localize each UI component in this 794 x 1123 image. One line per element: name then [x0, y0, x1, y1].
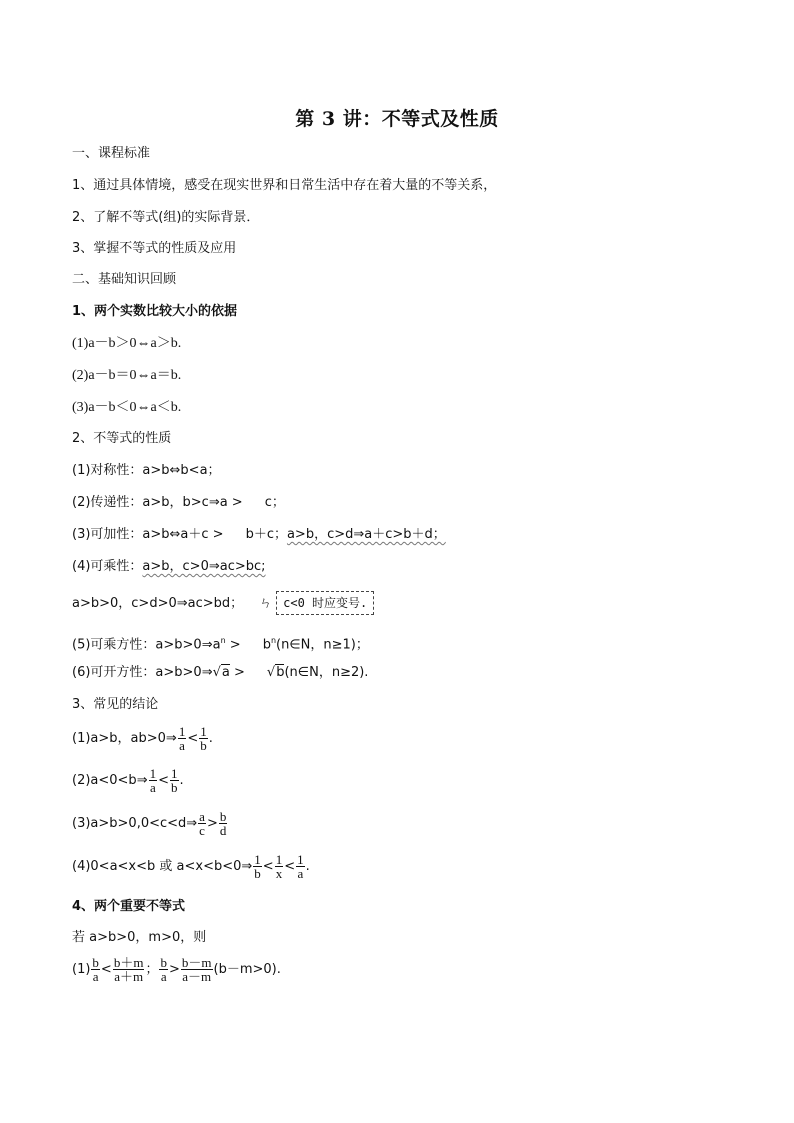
period: . [208, 731, 213, 746]
conclusion-4-premise: (4)0<a<x<b 或 a<x<b<0⇒ [72, 859, 253, 874]
fraction [296, 853, 305, 880]
operator: < [187, 731, 199, 746]
operator: > [168, 962, 180, 977]
multiplicativity-rule-2: a>b>0，c>d>0⇒ac>bd； [72, 596, 244, 611]
period: . [305, 859, 310, 874]
subheading-inequality-properties: 2、不等式的性质 [72, 431, 172, 446]
transitivity-part-2: c； [264, 495, 285, 510]
page-title: 第 3 讲：不等式及性质 [295, 108, 499, 130]
fraction [275, 853, 284, 880]
conclusion-2-premise: (2)a<0<b⇒ [72, 773, 148, 788]
fraction-numerator: b [219, 809, 227, 824]
transitivity-part-1: (2)传递性：a>b，b>c⇒a > [72, 495, 243, 510]
fraction [178, 725, 187, 752]
root-part-1: (6)可开方性：a>b>0⇒ [72, 665, 213, 680]
fraction-denominator: a－m [182, 969, 212, 984]
operator: > [206, 816, 218, 831]
power-exponent-1: n [220, 636, 226, 645]
power-op: > [229, 637, 241, 653]
fraction-numerator: 1 [171, 766, 178, 781]
important-inequality-1 [72, 954, 281, 986]
fraction [219, 810, 228, 837]
fraction-numerator: a [199, 809, 205, 824]
compare-rule-2: (2)a－b＝0⇔a＝b. [72, 368, 182, 383]
property-multiplicativity-2 [72, 591, 374, 615]
fraction-denominator: a [92, 969, 99, 984]
compare-rule-1: (1)a－b＞0⇔a＞b. [72, 336, 182, 351]
fraction-numerator: 1 [254, 852, 261, 867]
fraction-denominator: x [275, 866, 283, 881]
fraction-denominator: b [200, 738, 207, 753]
conclusion-1 [72, 723, 213, 755]
property-additivity [72, 527, 446, 543]
operator: < [262, 859, 274, 874]
fraction-denominator: c [199, 823, 205, 838]
fraction-numerator: 1 [178, 724, 186, 739]
period: . [179, 773, 184, 788]
power-exponent-2: n [270, 636, 277, 645]
fraction-numerator: 1 [297, 852, 304, 867]
fraction [170, 767, 179, 794]
additivity-part-1: (3)可加性：a>b⇔a＋c > [72, 527, 224, 542]
operator: < [284, 859, 296, 874]
fraction-denominator: a＋m [114, 969, 144, 984]
root-op: > [234, 665, 245, 680]
power-part-2: b [262, 637, 271, 653]
handwritten-note-box: c<0 时应变号. [276, 591, 374, 615]
property-multiplicativity [72, 559, 266, 575]
fraction [253, 853, 262, 880]
note-marker: ㄣ [259, 596, 273, 611]
subheading-two-important-inequalities: 4、两个重要不等式 [72, 899, 186, 914]
standard-item-2: 2、了解不等式(组)的实际背景． [72, 210, 260, 225]
fraction-numerator: b [160, 955, 167, 970]
fraction [159, 956, 168, 983]
separator: ； [145, 962, 159, 977]
fraction-numerator: b [92, 955, 99, 970]
condition-suffix: (b－m>0). [213, 962, 281, 977]
fraction-numerator: 1 [200, 724, 207, 739]
compare-rule-3: (3)a－b＜0⇔a＜b. [72, 400, 182, 415]
standard-item-1: 1、通过具体情境，感受在现实世界和日常生活中存在着大量的不等关系， [72, 178, 497, 193]
root-radicand-2: b [276, 665, 285, 680]
property-symmetry: (1)对称性：a>b⇔b<a； [72, 463, 221, 478]
fraction-denominator: a [297, 866, 304, 881]
item-number: (1) [72, 962, 91, 977]
multiplicativity-rule: a>b，c>0⇒ac>bc; [142, 559, 266, 574]
fraction-denominator: d [219, 823, 227, 838]
property-power [72, 633, 369, 653]
additivity-part-3: a>b，c>d⇒a＋c>b＋d； [286, 527, 446, 542]
fraction-numerator: 1 [149, 766, 157, 781]
fraction-denominator: a [149, 780, 156, 795]
sqrt-icon: √ [212, 665, 221, 680]
conclusion-3 [72, 808, 228, 840]
operator: < [158, 773, 169, 788]
conclusion-2 [72, 765, 184, 797]
fraction-numerator: b－m [181, 955, 212, 970]
operator: < [100, 962, 112, 977]
fraction [149, 767, 158, 794]
conclusion-1-premise: (1)a>b，ab>0⇒ [72, 731, 177, 746]
power-part-3: (n∈N，n≥1)； [276, 637, 369, 653]
additivity-part-2: b＋c； [245, 527, 287, 542]
sqrt-icon-2: √ [266, 665, 276, 680]
multiplicativity-label: (4)可乘性： [72, 559, 143, 574]
root-part-2: (n∈N，n≥2). [284, 665, 369, 680]
fraction [113, 956, 145, 983]
fraction [91, 956, 100, 983]
conclusion-4 [72, 851, 310, 883]
important-inequality-condition: 若 a>b>0，m>0，则 [72, 930, 207, 945]
fraction-denominator: b [254, 866, 261, 881]
fraction [198, 810, 206, 837]
section-heading-basic-knowledge: 二、基础知识回顾 [72, 272, 177, 287]
fraction-denominator: a [160, 969, 167, 984]
fraction [199, 725, 208, 752]
property-transitivity [72, 495, 285, 511]
fraction-denominator: a [179, 738, 185, 753]
section-heading-course-standard: 一、课程标准 [72, 146, 151, 161]
fraction-numerator: b＋m [113, 955, 144, 970]
fraction [181, 956, 213, 983]
subheading-compare-basis: 1、两个实数比较大小的依据 [72, 304, 238, 319]
root-radicand-1: a [221, 665, 230, 680]
fraction-denominator: b [171, 780, 178, 795]
standard-item-3: 3、掌握不等式的性质及应用 [72, 241, 237, 256]
property-root [72, 665, 368, 681]
conclusion-3-premise: (3)a>b>0,0<c<d⇒ [72, 816, 198, 831]
fraction-numerator: 1 [275, 852, 283, 867]
power-part-1: (5)可乘方性：a>b>0⇒a [72, 637, 221, 653]
subheading-common-conclusions: 3、常见的结论 [72, 697, 159, 712]
